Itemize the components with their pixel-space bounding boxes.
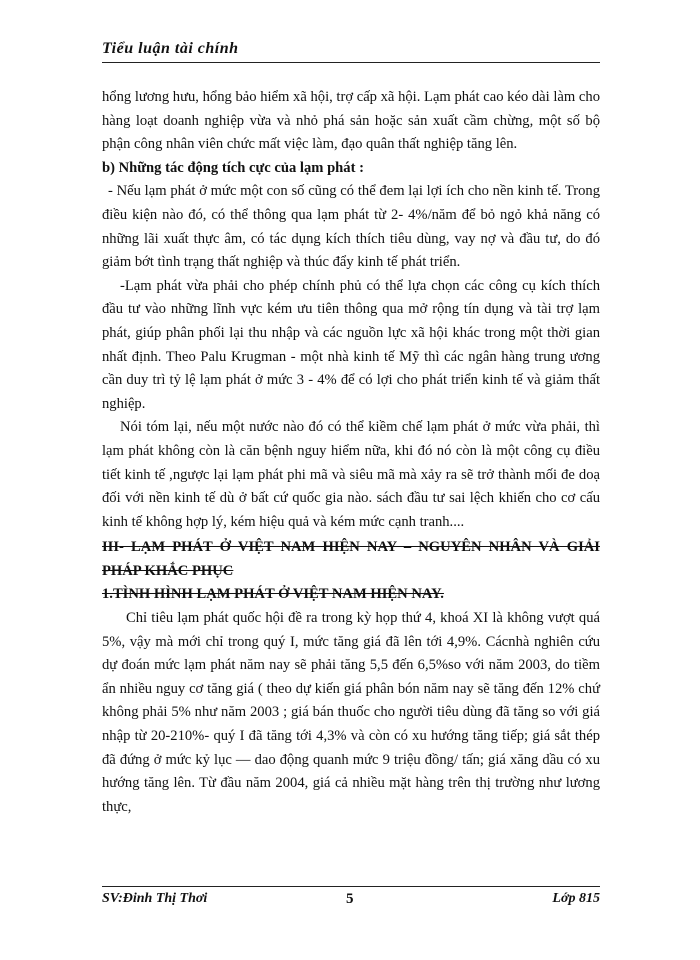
subsection-heading: b) Những tác động tích cực của lạm phát : bbox=[102, 159, 364, 176]
page-header bbox=[102, 40, 600, 63]
body-paragraph: Chỉ tiêu lạm phát quốc hội đề ra trong kỳ họp thứ 4, khoá XI là không vượt quá 5%, vậy mà mới chỉ trong quý I, mức tăng giá đã lên tới 4,9%. Cácnhà nghiên cứu dự đoán mức lạm phát năm nay sẽ phải tăng 5,5 đến 6,5%so với năm 2003, do tiềm ẩn nhiều nguy cơ tăng giá ( theo dự kiến giá phân bón năm nay sẽ tăng đến 12% chứ không phải 5% như năm 2003 ; giá bán thuốc cho người tiêu dùng đã tăng so với giá nhập từ 20-210%- quý I đã tăng tới 4,3% và còn có xu hướng tăng tiếp; giá sắt thép đã đứng ở mức kỷ lục — dao động quanh mức 9 triệu đồng/ tấn; giá xăng dầu có xu hướng tăng lên. Từ đầu năm 2004, giá cả nhiều mặt hàng trên thị trường như lương thực, bbox=[102, 610, 600, 815]
footer-class: Lớp 815 bbox=[552, 891, 600, 906]
page-content bbox=[102, 86, 600, 819]
page-footer bbox=[102, 886, 600, 917]
section-subheading: 1.TÌNH HÌNH LẠM PHÁT Ở VIỆT NAM HIỆN NAY. bbox=[102, 586, 444, 603]
header-title: Tiểu luận tài chính bbox=[102, 40, 239, 57]
body-paragraph: Nói tóm lại, nếu một nước nào đó có thể kiềm chế lạm phát ở mức vừa phải, thì lạm phát không còn là căn bệnh nguy hiểm nữa, khi đó nó còn là một công cụ điều tiết kinh tế ,ngược lại lạm phát phi mã và siêu mã mà xảy ra sẽ trở thành mối đe doạ đối với nền kinh tế dù ở bất cứ quốc gia nào. sách đầu tư sai lệch khiến cho cơ cấu kinh tế không hợp lý, kém hiệu quả và kém mức cạnh tranh.... bbox=[102, 419, 600, 530]
page-number: 5 bbox=[346, 891, 354, 907]
body-paragraph: -Lạm phát vừa phải cho phép chính phủ có thể lựa chọn các công cụ kích thích đầu tư vào những lĩnh vực kém ưu tiên thông qua mở rộng tín dụng và tài trợ lạm phát, giúp phân phối lại thu nhập và các nguồn lực xã hội khác trong một thời gian nhất định. Theo Palu Krugman - một nhà kinh tế Mỹ thì các ngân hàng trung ương cần duy trì tỷ lệ lạm phát ở mức 3 - 4% để có lợi cho phát triển kinh tế và giảm thất nghiệp. bbox=[102, 277, 600, 412]
section-heading: III- LẠM PHÁT Ở VIỆT NAM HIỆN NAY – NGUYÊN NHÂN VÀ GIẢI PHÁP KHẮC PHỤC bbox=[102, 539, 600, 579]
footer-author: SV:Đinh Thị Thơi bbox=[102, 891, 208, 906]
body-paragraph: - Nếu lạm phát ở mức một con số cũng có thể đem lại lợi ích cho nền kinh tế. Trong điều kiện nào đó, có thể thông qua lạm phát từ 2- 4%/năm để bỏ ngỏ khả năng có những lãi xuất thực âm, có tác dụng kích thích tiêu dùng, vay nợ và đầu tư, do đó giảm bớt tình trạng thất nghiệp và thúc đẩy kinh tế phát triển. bbox=[102, 183, 600, 271]
body-paragraph: hổng lương hưu, hổng bảo hiểm xã hội, trợ cấp xã hội. Lạm phát cao kéo dài làm cho hàng loạt doanh nghiệp vừa và nhỏ phá sản hoặc sản xuất cầm chừng, một số bộ phận công nhân viên chức mất việc làm, đạo quân thất nghiệp tăng lên. bbox=[102, 89, 600, 153]
